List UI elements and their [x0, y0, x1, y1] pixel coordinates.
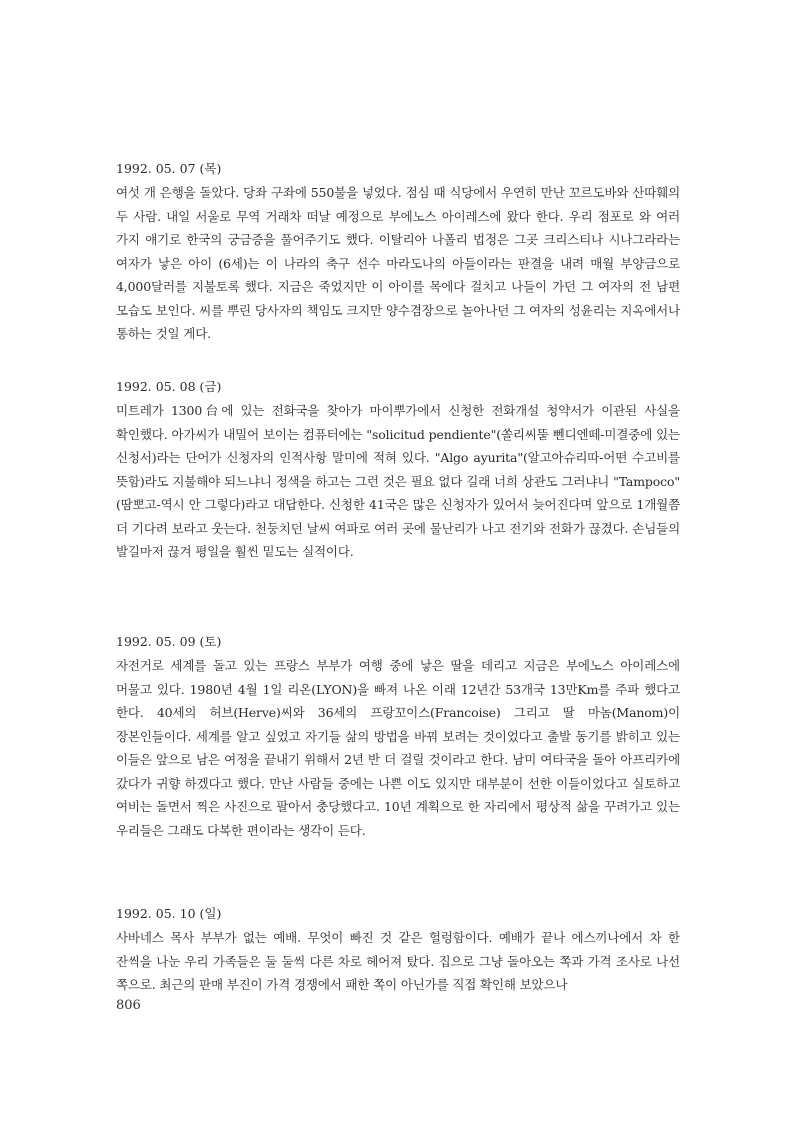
diary-entry: [116, 375, 680, 564]
diary-entry: [116, 157, 680, 346]
page-number: 806: [116, 998, 141, 1013]
entry-text: 사바네스 목사 부부가 없는 예배. 무엇이 빠진 것 같은 헐렁함이다. 예배가 끝나 에스끼나에서 차 한 잔씩을 나눈 우리 가족들은 둘 둘씩 다른 차로 헤어져 탔다. 집으로 그냥 돌아오는 쪽과 가격 조사로 나선 쪽으로. 최근의 판매 부진이 가격 경쟁에서 패한 쪽이 아닌가를 직접 확인해 보았으나: [116, 930, 680, 992]
entry-date: 1992. 05. 08 (금): [116, 379, 222, 394]
entry-text: 미트레가 1300台에 있는 전화국을 찾아가 마이뿌가에서 신청한 전화개설 청약서가 이관된 사실을 확인했다. 아가씨가 내밀어 보이는 컴퓨터에는 "solicitud pendiente"(쏠리씨뚣 뻰디엔떼-미결중에 있는 신청서)라는 단어가 신청자의 인적사항 말미에 적혀 있다. "Algo ayurita"(알고아슈리따-어떤 수고비를 뜻함)라도 지불해야 되느냐니 정색을 하고는 그런 것은 필요 없다 길래 너희 상관도 그러냐니 "Tampoco"(땀뽀고-역시 안 그렇다)라고 대답한다. 신청한 41국은 많은 신청자가 있어서 늦어진다며 앞으로 1개월쯤 더 기다려 보라고 웃는다. 천둥치던 날씨 여파로 여러 곳에 물난리가 나고 전기와 전화가 끊겼다. 손님들의 발길마저 끊겨 평일을 훨씬 밑도는 실적이다.: [116, 403, 680, 559]
entry-date: 1992. 05. 07 (목): [116, 161, 222, 176]
entry-text: 여섯 개 은행을 돌았다. 당좌 구좌에 550불을 넣었다. 점심 때 식당에서 우연히 만난 꼬르도바와 산따훼의 두 사람. 내일 서울로 무역 거래차 떠날 예정으로 부에노스 아이레스에 왔다 한다. 우리 점포로 와 여러 가지 얘기로 한국의 궁금증을 풀어주기도 했다. 이탈리아 나폴리 법정은 그곳 크리스티나 시나그라라는 여자가 낳은 아이 (6세)는 이 나라의 축구 선수 마라도나의 아들이라는 판결을 내려 매월 부양금으로 4,000달러를 지불토록 했다. 지금은 죽었지만 이 아이를 목에다 걸치고 나들이 가던 그 여자의 전 남편 모습도 보인다. 씨를 뿌린 당사자의 책임도 크지만 양수겸장으로 놀아나던 그 여자의 성윤리는 지옥에서나 통하는 것일 게다.: [116, 185, 680, 341]
diary-entry: [116, 630, 680, 842]
entry-date: 1992. 05. 09 (토): [116, 634, 222, 649]
diary-entry: [116, 902, 680, 997]
entry-date: 1992. 05. 10 (일): [116, 906, 222, 921]
entry-text: 자전거로 세계를 돌고 있는 프랑스 부부가 여행 중에 낳은 딸을 데리고 지금은 부에노스 아이레스에 머물고 있다. 1980년 4월 1일 리온(LYON)을 빠져 나온 이래 12년간 53개국 13만Km를 주파 했다고 한다. 40세의 허브(Herve)씨와 36세의 프랑꼬이스(Francoise) 그리고 딸 마놈(Manom)이 장본인들이다. 세계를 알고 싶었고 자기들 삶의 방법을 바꿔 보려는 것이었다고 출발 동기를 밝히고 있는 이들은 앞으로 남은 여정을 끝내기 위해서 2년 반 더 걸릴 것이라고 한다. 남미 여타국을 돌아 아프리카에 갔다가 귀향 하겠다고 했다. 만난 사람들 중에는 나쁜 이도 있지만 대부분이 선한 이들이었다고 실토하고 여비는 돌면서 찍은 사진으로 팔아서 충당했다고. 10년 계획으로 한 자리에서 평상적 삶을 꾸려가고 있는 우리들은 그래도 다복한 편이라는 생각이 든다.: [116, 658, 680, 838]
